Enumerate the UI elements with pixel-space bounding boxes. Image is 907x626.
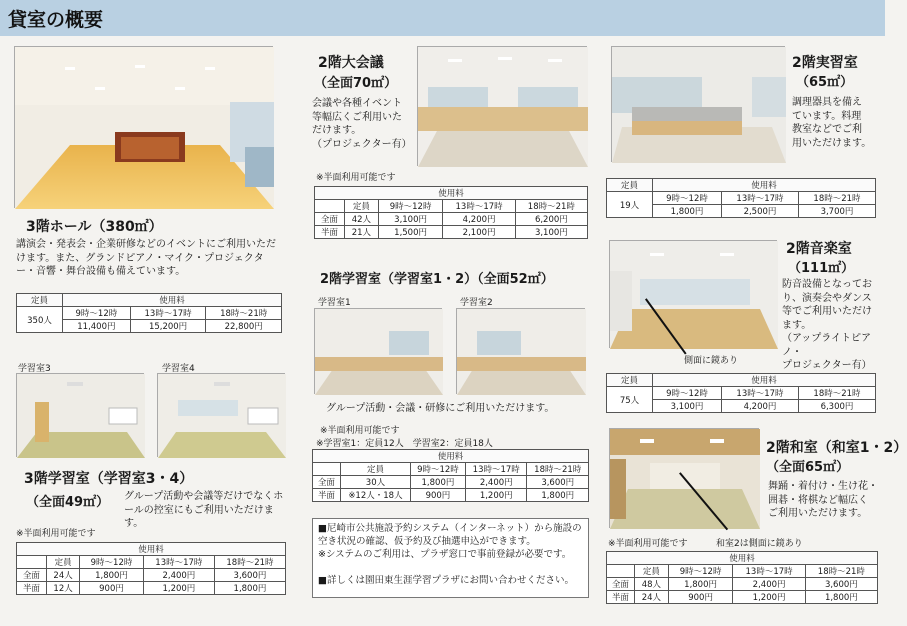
conference-title: 2階大会議 [318, 55, 384, 71]
fee-cell: 6,200円 [515, 213, 587, 226]
slot-header: 13時～17時 [733, 565, 805, 578]
capacity-cell: 24人 [47, 569, 80, 582]
capacity-cell: 24人 [635, 591, 669, 604]
japanese-title: 2階和室（和室1・2） [766, 440, 907, 456]
japanese-note2: 和室2は側面に鏡あり [716, 539, 803, 549]
fee-cell: 1,500円 [378, 226, 443, 239]
hall-description: 講演会・発表会・企業研修などのイベントにご利用いただけます。また、グランドピアノ・マイク・プロジェクター・音響・舞台設備も備えています。 [16, 239, 276, 277]
study3-photo [16, 373, 144, 457]
music-caption: 側面に鏡あり [684, 356, 739, 366]
conference-note: ※半面利用可能です [316, 173, 396, 183]
slot-header: 13時～17時 [466, 463, 527, 476]
capacity-cell: ※12人・18人 [341, 489, 411, 502]
study1-caption: 学習室1 [318, 298, 351, 308]
capacity-header: 定員 [17, 294, 63, 307]
blank-cell [313, 463, 341, 476]
study3-caption: 学習室3 [18, 364, 51, 374]
fee-cell: 6,300円 [798, 400, 875, 413]
study12-title: 2階学習室（学習室1・2）（全面52㎡） [320, 272, 554, 287]
fee-header: 使用料 [315, 187, 588, 200]
slot-header: 9時～12時 [653, 192, 722, 205]
japanese-description: 舞踊・着付け・生け花・ 囲碁・将棋など幅広く ご利用いただけます。 [768, 481, 878, 519]
blank-cell [17, 556, 47, 569]
study34-title: 3階学習室（学習室3・4） [24, 471, 194, 487]
slot-header: 9時～12時 [378, 200, 443, 213]
kitchen-title: 2階実習室 [792, 55, 858, 71]
study12-description: グループ活動・会議・研修にご利用いただけます。 [326, 403, 555, 414]
fee-header: 使用料 [313, 450, 589, 463]
fee-cell: 900円 [80, 582, 144, 595]
fee-cell: 1,800円 [668, 578, 733, 591]
hall-fee-table [16, 293, 282, 333]
capacity-header: 定員 [635, 565, 669, 578]
slot-header: 13時～17時 [722, 387, 799, 400]
blank-cell [607, 565, 635, 578]
capacity-header: 定員 [341, 463, 411, 476]
capacity-cell: 21人 [345, 226, 379, 239]
capacity-cell: 12人 [47, 582, 80, 595]
row-label: 全面 [315, 213, 345, 226]
conference-description: 会議や各種イベント 等幅広くご利用いた だけます。 （プロジェクター有） [312, 98, 412, 150]
fee-cell: 1,200円 [733, 591, 805, 604]
slot-header: 18時～21時 [206, 307, 282, 320]
conference-photo [417, 46, 587, 166]
capacity-header: 定員 [345, 200, 379, 213]
fee-cell: 1,200円 [143, 582, 214, 595]
fee-header: 使用料 [653, 179, 876, 192]
study4-caption: 学習室4 [162, 364, 195, 374]
fee-header: 使用料 [653, 374, 876, 387]
music-description: 防音設備となってお り、演奏会やダンス 等でご利用いただけ ます。 （アップライトピアノ・ プロジェクター有） [782, 279, 872, 371]
capacity-header: 定員 [47, 556, 80, 569]
fee-cell: 3,100円 [378, 213, 443, 226]
blank-cell [315, 200, 345, 213]
study2-photo [456, 308, 585, 394]
slot-header: 9時～12時 [63, 307, 131, 320]
slot-header: 9時～12時 [410, 463, 465, 476]
fee-cell: 900円 [410, 489, 465, 502]
fee-cell: 1,800円 [410, 476, 465, 489]
row-label: 半面 [315, 226, 345, 239]
music-photo [609, 240, 777, 348]
fee-cell: 4,200円 [443, 213, 515, 226]
row-label: 半面 [313, 489, 341, 502]
japanese-fee-table [606, 551, 878, 604]
fee-cell: 3,700円 [798, 205, 875, 218]
fee-cell: 1,800円 [214, 582, 285, 595]
study1-photo [314, 308, 442, 394]
page-title: 貸室の概要 [8, 9, 104, 31]
fee-header: 使用料 [63, 294, 282, 307]
kitchen-size: （65㎡） [796, 75, 854, 90]
fee-cell: 3,100円 [653, 400, 722, 413]
kitchen-photo [611, 46, 785, 162]
fee-cell: 900円 [668, 591, 733, 604]
row-label: 半面 [607, 591, 635, 604]
capacity-header: 定員 [607, 179, 653, 192]
fee-cell: 1,800円 [805, 591, 877, 604]
capacity-cell: 42人 [345, 213, 379, 226]
fee-cell: 2,100円 [443, 226, 515, 239]
fee-cell: 1,800円 [80, 569, 144, 582]
study34-fee-table [16, 542, 286, 595]
page-header [0, 0, 885, 36]
fee-cell: 1,200円 [466, 489, 527, 502]
study12-note2: ※学習室1：定員12人 学習室2：定員18人 [316, 439, 493, 449]
study34-note: ※半面利用可能です [16, 529, 96, 539]
study12-note1: ※半面利用可能です [320, 426, 400, 436]
study4-photo [157, 373, 285, 457]
fee-cell: 1,800円 [527, 489, 589, 502]
slot-header: 13時～17時 [130, 307, 206, 320]
study12-fee-table [312, 449, 589, 502]
fee-cell: 3,100円 [515, 226, 587, 239]
kitchen-description: 調理器具を備え ています。料理 教室などでご利 用いただけます。 [792, 97, 872, 149]
slot-header: 13時～17時 [443, 200, 515, 213]
fee-header: 使用料 [17, 543, 286, 556]
music-fee-table [606, 373, 876, 413]
fee-cell: 2,400円 [733, 578, 805, 591]
hall-photo [14, 46, 273, 208]
music-size: （111㎡） [788, 261, 855, 276]
slot-header: 13時～17時 [722, 192, 799, 205]
fee-cell: 1,800円 [653, 205, 722, 218]
fee-cell: 15,200円 [130, 320, 206, 333]
slot-header: 18時～21時 [515, 200, 587, 213]
music-title: 2階音楽室 [786, 241, 852, 257]
hall-capacity: 350人 [17, 307, 63, 333]
slot-header: 18時～21時 [798, 192, 875, 205]
fee-cell: 3,600円 [805, 578, 877, 591]
kitchen-fee-table [606, 178, 876, 218]
reservation-info: ■尼崎市公共施設予約システム（インターネット）から施設の空き状況の確認、仮予約及び抽選申込ができます。 ※システムのご利用は、プラザ窓口で事前登録が必要です。 ■詳しくは園田東生涯学習プラザにお問い合わせください。 [312, 518, 589, 598]
fee-header: 使用料 [607, 552, 878, 565]
slot-header: 9時～12時 [653, 387, 722, 400]
fee-cell: 22,800円 [206, 320, 282, 333]
japanese-size: （全面65㎡） [766, 460, 850, 475]
fee-cell: 11,400円 [63, 320, 131, 333]
fee-cell: 4,200円 [722, 400, 799, 413]
row-label: 全面 [607, 578, 635, 591]
row-label: 半面 [17, 582, 47, 595]
fee-cell: 2,500円 [722, 205, 799, 218]
capacity-header: 定員 [607, 374, 653, 387]
slot-header: 13時～17時 [143, 556, 214, 569]
conference-fee-table [314, 186, 588, 239]
conference-size: （全面70㎡） [314, 76, 398, 91]
slot-header: 18時～21時 [798, 387, 875, 400]
fee-cell: 3,600円 [527, 476, 589, 489]
slot-header: 18時～21時 [805, 565, 877, 578]
study34-size: （全面49㎡） [26, 495, 110, 510]
study2-caption: 学習室2 [460, 298, 493, 308]
slot-header: 9時～12時 [668, 565, 733, 578]
slot-header: 18時～21時 [214, 556, 285, 569]
fee-cell: 3,600円 [214, 569, 285, 582]
fee-cell: 2,400円 [143, 569, 214, 582]
row-label: 全面 [17, 569, 47, 582]
music-capacity: 75人 [607, 387, 653, 413]
kitchen-capacity: 19人 [607, 192, 653, 218]
slot-header: 9時～12時 [80, 556, 144, 569]
study34-description: グループ活動や会議等だけでなくホールの控室にもご利用いただけます。 [124, 491, 284, 529]
japanese-note: ※半面利用可能です [608, 539, 688, 549]
hall-title: 3階ホール（380㎡） [26, 219, 163, 235]
capacity-cell: 48人 [635, 578, 669, 591]
row-label: 全面 [313, 476, 341, 489]
fee-cell: 2,400円 [466, 476, 527, 489]
slot-header: 18時～21時 [527, 463, 589, 476]
capacity-cell: 30人 [341, 476, 411, 489]
